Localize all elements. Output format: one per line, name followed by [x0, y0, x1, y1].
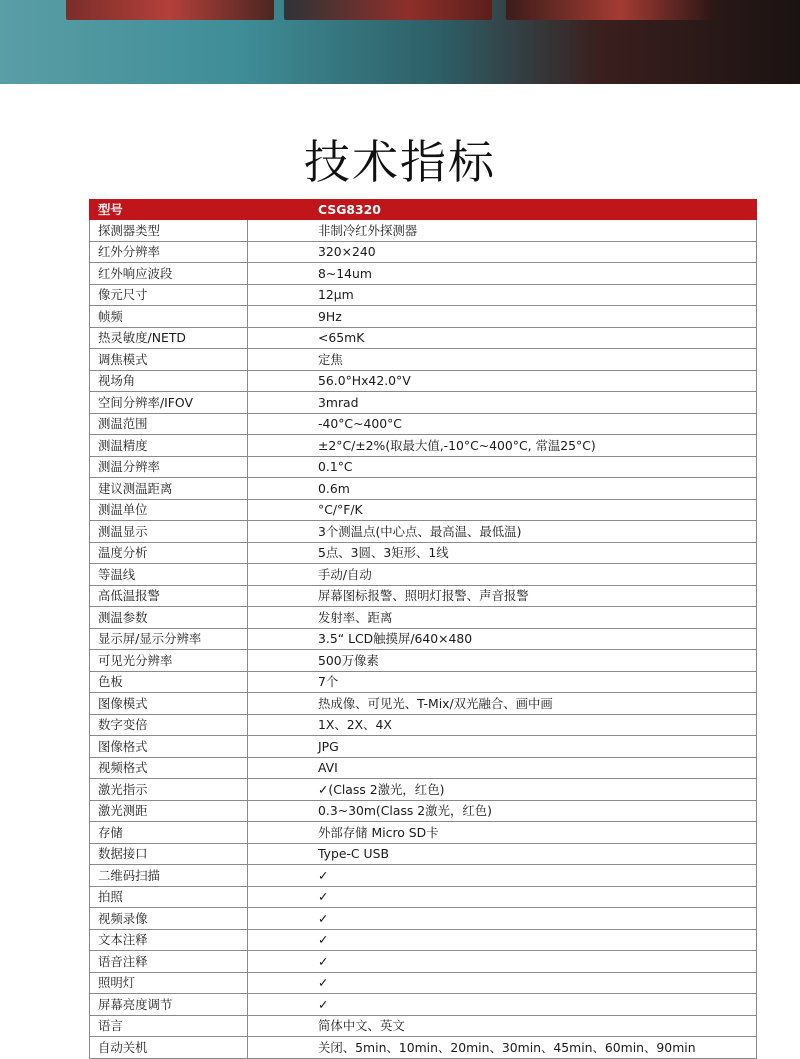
spec-label: 语音注释	[90, 951, 248, 973]
table-row	[90, 392, 757, 414]
table-row	[90, 456, 757, 478]
spec-value: 0.3~30m(Class 2激光，红色)	[248, 800, 757, 822]
table-row	[90, 822, 757, 844]
table-row	[90, 478, 757, 500]
spec-value: <65mK	[248, 327, 757, 349]
table-row	[90, 693, 757, 715]
product-photo-3	[506, 0, 714, 20]
spec-value: 500万像素	[248, 650, 757, 672]
spec-value: 320×240	[248, 241, 757, 263]
spec-value: ✓(Class 2激光，红色)	[248, 779, 757, 801]
spec-value: 7个	[248, 671, 757, 693]
table-row	[90, 1015, 757, 1037]
spec-table-body	[90, 220, 757, 1059]
table-row	[90, 929, 757, 951]
spec-value: ✓	[248, 972, 757, 994]
spec-value: ✓	[248, 886, 757, 908]
spec-value: JPG	[248, 736, 757, 758]
table-row	[90, 757, 757, 779]
product-photo-banner	[0, 0, 800, 84]
spec-value: Type-C USB	[248, 843, 757, 865]
spec-value: °C/°F/K	[248, 499, 757, 521]
spec-label: 显示屏/显示分辨率	[90, 628, 248, 650]
header-param-label: 型号	[90, 200, 248, 220]
product-photo-2	[284, 0, 492, 20]
spec-value: ✓	[248, 865, 757, 887]
spec-label: 数字变倍	[90, 714, 248, 736]
spec-value: 关闭、5min、10min、20min、30min、45min、60min、90min	[248, 1037, 757, 1059]
spec-label: 视频录像	[90, 908, 248, 930]
spec-label: 存储	[90, 822, 248, 844]
spec-label: 激光测距	[90, 800, 248, 822]
table-row	[90, 886, 757, 908]
spec-value: 12μm	[248, 284, 757, 306]
spec-label: 图像格式	[90, 736, 248, 758]
table-row	[90, 349, 757, 371]
spec-label: 测温范围	[90, 413, 248, 435]
spec-label: 温度分析	[90, 542, 248, 564]
table-row	[90, 843, 757, 865]
spec-label: 测温单位	[90, 499, 248, 521]
spec-value: 屏幕图标报警、照明灯报警、声音报警	[248, 585, 757, 607]
spec-value: ±2°C/±2%(取最大值,-10°C~400°C, 常温25°C)	[248, 435, 757, 457]
spec-label: 红外响应波段	[90, 263, 248, 285]
table-row	[90, 1037, 757, 1059]
spec-value: ✓	[248, 929, 757, 951]
spec-value: ✓	[248, 951, 757, 973]
spec-label: 测温分辨率	[90, 456, 248, 478]
spec-label: 激光指示	[90, 779, 248, 801]
table-row	[90, 521, 757, 543]
page-title: 技术指标	[304, 135, 496, 189]
table-row	[90, 714, 757, 736]
table-row	[90, 736, 757, 758]
spec-value: 定焦	[248, 349, 757, 371]
table-row	[90, 779, 757, 801]
spec-value: 0.6m	[248, 478, 757, 500]
table-row	[90, 671, 757, 693]
spec-table	[89, 199, 757, 1059]
spec-value: 3mrad	[248, 392, 757, 414]
spec-label: 屏幕亮度调节	[90, 994, 248, 1016]
spec-value: 8~14um	[248, 263, 757, 285]
table-row	[90, 800, 757, 822]
spec-value: 5点、3圆、3矩形、1线	[248, 542, 757, 564]
spec-value: 56.0°Hx42.0°V	[248, 370, 757, 392]
table-row	[90, 650, 757, 672]
spec-label: 探测器类型	[90, 220, 248, 242]
spec-value: 发射率、距离	[248, 607, 757, 629]
table-row	[90, 220, 757, 242]
table-row	[90, 435, 757, 457]
table-row	[90, 370, 757, 392]
spec-label: 照明灯	[90, 972, 248, 994]
spec-value: 0.1°C	[248, 456, 757, 478]
spec-label: 调焦模式	[90, 349, 248, 371]
spec-table-header	[90, 200, 757, 220]
spec-label: 等温线	[90, 564, 248, 586]
table-row	[90, 585, 757, 607]
table-row	[90, 972, 757, 994]
spec-value: 9Hz	[248, 306, 757, 328]
spec-label: 图像模式	[90, 693, 248, 715]
spec-label: 测温精度	[90, 435, 248, 457]
spec-label: 测温参数	[90, 607, 248, 629]
spec-label: 帧频	[90, 306, 248, 328]
table-row	[90, 263, 757, 285]
spec-label: 视频格式	[90, 757, 248, 779]
spec-label: 拍照	[90, 886, 248, 908]
spec-label: 高低温报警	[90, 585, 248, 607]
table-row	[90, 241, 757, 263]
table-row	[90, 499, 757, 521]
table-row	[90, 327, 757, 349]
spec-value: ✓	[248, 908, 757, 930]
spec-label: 文本注释	[90, 929, 248, 951]
spec-label: 可见光分辨率	[90, 650, 248, 672]
table-row	[90, 564, 757, 586]
spec-value: 3.5“ LCD触摸屏/640×480	[248, 628, 757, 650]
table-row	[90, 306, 757, 328]
spec-label: 色板	[90, 671, 248, 693]
spec-value: ✓	[248, 994, 757, 1016]
spec-value: 非制冷红外探测器	[248, 220, 757, 242]
spec-label: 像元尺寸	[90, 284, 248, 306]
table-row	[90, 951, 757, 973]
spec-label: 数据接口	[90, 843, 248, 865]
header-model-value: CSG8320	[248, 200, 757, 220]
table-row	[90, 542, 757, 564]
spec-value: AVI	[248, 757, 757, 779]
table-row	[90, 865, 757, 887]
spec-value: 1X、2X、4X	[248, 714, 757, 736]
spec-value: -40°C~400°C	[248, 413, 757, 435]
spec-label: 建议测温距离	[90, 478, 248, 500]
spec-label: 二维码扫描	[90, 865, 248, 887]
table-row	[90, 413, 757, 435]
table-row	[90, 994, 757, 1016]
table-row	[90, 284, 757, 306]
product-photo-1	[66, 0, 274, 20]
spec-label: 语言	[90, 1015, 248, 1037]
spec-label: 空间分辨率/IFOV	[90, 392, 248, 414]
table-row	[90, 628, 757, 650]
spec-value: 3个测温点(中心点、最高温、最低温)	[248, 521, 757, 543]
spec-label: 自动关机	[90, 1037, 248, 1059]
spec-label: 视场角	[90, 370, 248, 392]
spec-label: 热灵敏度/NETD	[90, 327, 248, 349]
spec-label: 红外分辨率	[90, 241, 248, 263]
table-row	[90, 908, 757, 930]
spec-value: 手动/自动	[248, 564, 757, 586]
spec-value: 外部存储 Micro SD卡	[248, 822, 757, 844]
spec-value: 热成像、可见光、T-Mix/双光融合、画中画	[248, 693, 757, 715]
spec-value: 简体中文、英文	[248, 1015, 757, 1037]
spec-label: 测温显示	[90, 521, 248, 543]
table-row	[90, 607, 757, 629]
